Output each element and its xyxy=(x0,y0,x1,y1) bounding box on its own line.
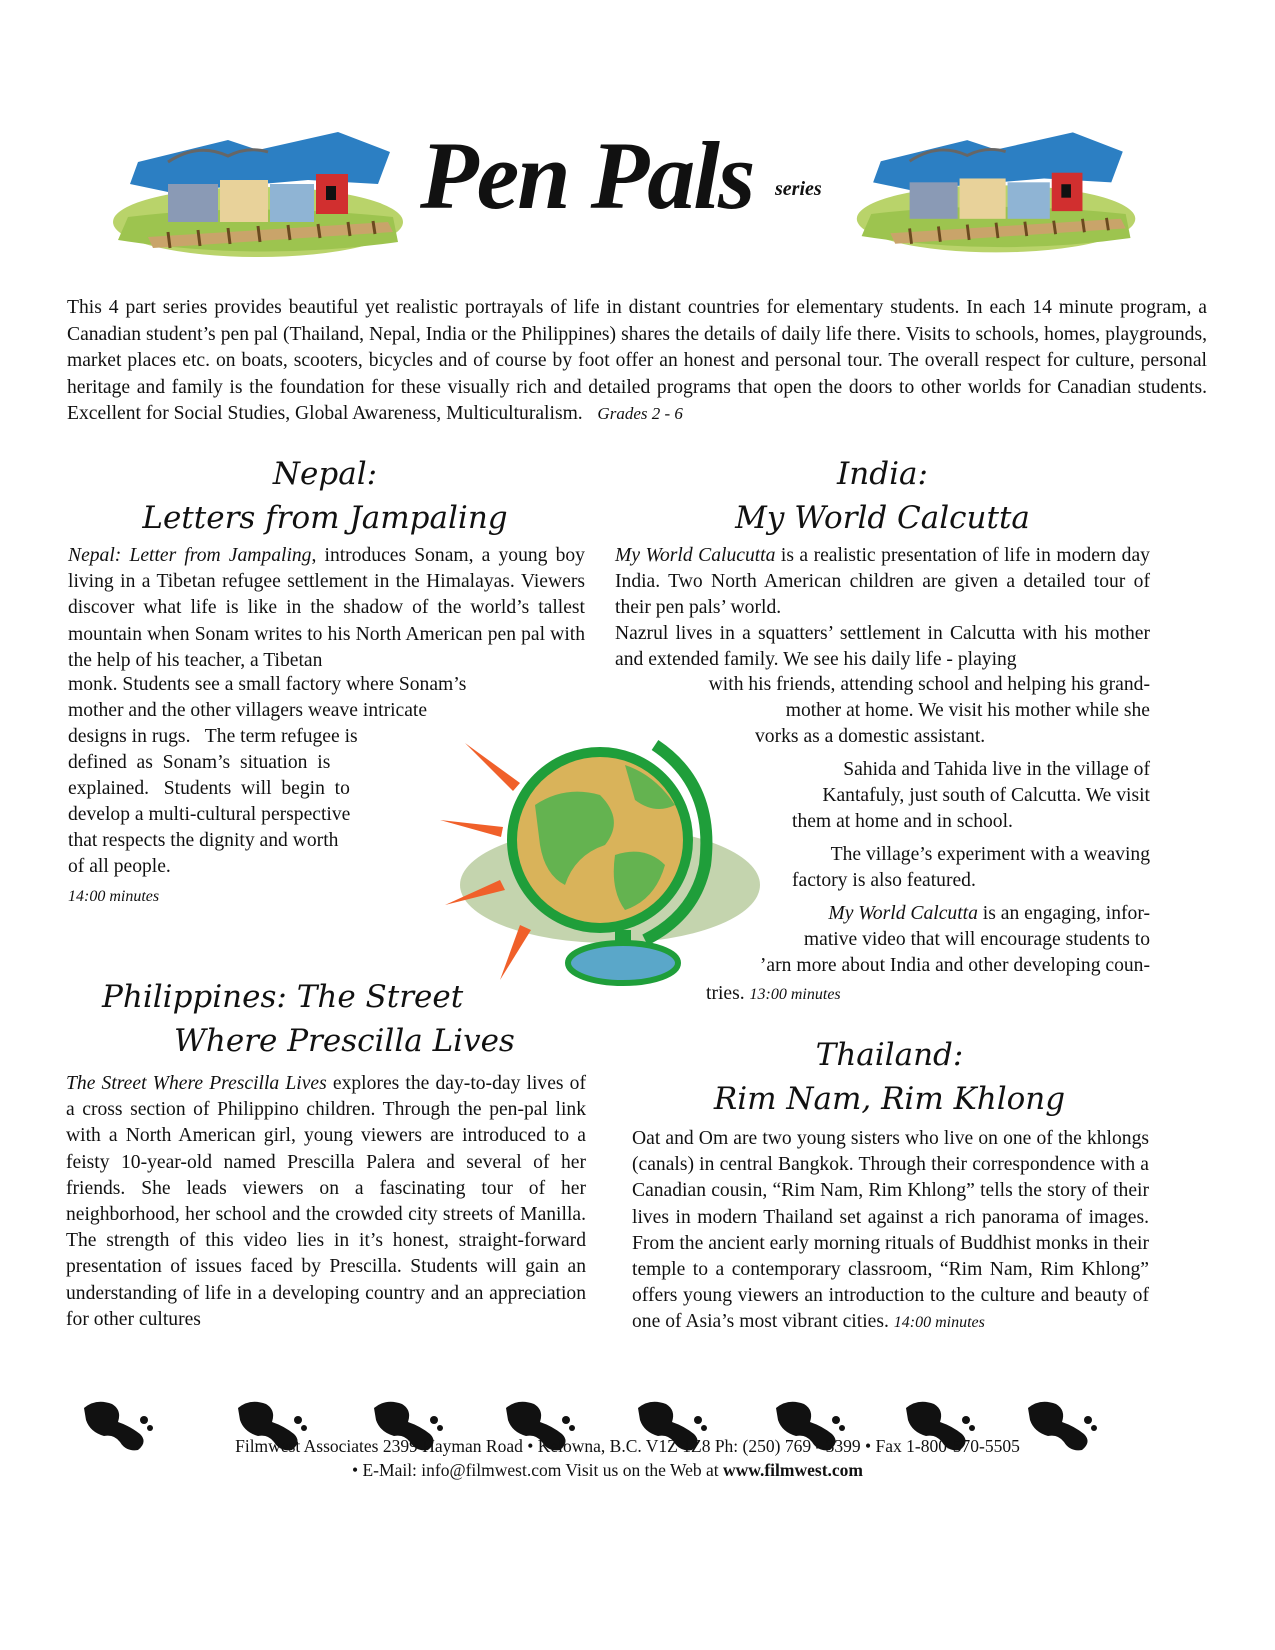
nepal-title-line2: Letters from Jampaling xyxy=(142,500,508,536)
nepal-line: of all people. xyxy=(68,856,171,877)
india-line: with his friends, attending school and helping his grand- xyxy=(708,674,1150,695)
nepal-line: monk. Students see a small factory where Sonam’s xyxy=(68,674,467,695)
thailand-title-line2: Rim Nam, Rim Khlong xyxy=(713,1081,1066,1117)
india-closing-last-text: tries. xyxy=(706,983,745,1004)
nepal-program-name: Nepal: Letter from Jampaling xyxy=(68,545,312,566)
train-banner-right-illustration xyxy=(852,120,1142,260)
philippines-text: explores the day-to-day lives of a cross section of Philippino children. Through the pen-pal link with a North American girl, young viewers are introduced to a feisty 10-year-old named Prescilla Palera and several of her friends. She leads viewers on a fascinating tour of her neighborhood, her school and the crowded city streets of Manilla. The strength of this video lies in it’s honest, straight-forward presentation of issues faced by Prescilla. Students will gain an understanding of life in a developing country and an appreciation for other cultures xyxy=(66,1073,586,1330)
footer-website-link[interactable]: www.filmwest.com xyxy=(723,1460,863,1480)
thailand-section-title xyxy=(632,1033,1147,1121)
philippines-title-line2: Where Prescilla Lives xyxy=(174,1023,515,1059)
page-title: Pen Pals xyxy=(420,122,754,229)
india-title-line1: India: xyxy=(837,456,928,492)
philippines-section-title xyxy=(66,975,536,1063)
india-runtime: 13:00 minutes xyxy=(749,986,841,1003)
nepal-runtime: 14:00 minutes xyxy=(68,888,160,905)
nepal-section-title xyxy=(70,452,580,540)
india-line: The village’s experiment with a weaving xyxy=(830,844,1150,865)
nepal-line: designs in rugs. The term refugee is xyxy=(68,726,358,747)
india-para2: Nazrul lives in a squatters’ settlement in Calcutta with his mother and extended family. We see his daily life - playing xyxy=(615,623,1150,671)
thailand-title-line1: Thailand: xyxy=(815,1037,964,1073)
india-program-name: My World Calucutta xyxy=(615,545,776,566)
nepal-line: that respects the dignity and worth xyxy=(68,830,339,851)
nepal-line: explained. Students will begin to xyxy=(68,778,350,799)
india-closing-program-name: My World Calcutta xyxy=(828,903,978,924)
thailand-runtime: 14:00 minutes xyxy=(893,1314,985,1332)
globe-illustration xyxy=(425,725,765,995)
nepal-line: develop a multi-cultural perspective xyxy=(68,804,351,825)
india-closing-line1 xyxy=(828,903,1150,925)
india-line: them at home and in school. xyxy=(792,811,1013,832)
nepal-line: defined as Sonam’s situation is xyxy=(68,752,331,773)
india-closing-last xyxy=(706,983,841,1005)
philippines-body xyxy=(66,1071,586,1333)
india-line: factory is also featured. xyxy=(792,870,976,891)
india-section-title xyxy=(615,452,1150,540)
india-line: vorks as a domestic assistant. xyxy=(755,726,986,747)
india-body-lead xyxy=(615,543,1150,622)
page-title-suffix: series xyxy=(775,178,822,200)
philippines-title-line1: Philippines: The Street xyxy=(102,979,464,1015)
nepal-line: mother and the other villagers weave intricate xyxy=(68,700,428,721)
india-closing-line: ’arn more about India and other developing coun- xyxy=(759,955,1150,976)
india-title-line2: My World Calcutta xyxy=(735,500,1030,536)
nepal-body-lead xyxy=(68,543,585,674)
intro-text: This 4 part series provides beautiful yet realistic portrayals of life in distant countries for elementary students. In each 14 minute program, a Canadian student’s pen pal (Thailand, Nepal, India or the Philippines) shares the details of daily life there. Visits to schools, homes, playgrounds, market places etc. on boats, scooters, bicycles and of course by foot offer an honest and personal tour. The overall respect for culture, personal heritage and family is the foundation for these visually rich and detailed programs that open the doors to other worlds for Canadian students. Excellent for Social Studies, Global Awareness, Multiculturalism. xyxy=(67,297,1207,424)
india-closing-line: mative video that will encourage students to xyxy=(803,929,1150,950)
thailand-body xyxy=(632,1126,1149,1337)
nepal-lead-text: , introduces Sonam, a young boy living in a Tibetan refugee settlement in the Himalayas. Viewers discover what life is like in the shadow of the world’s tallest mountain when Sonam writes to his North American pen pal with the help of his teacher, a Tibetan xyxy=(68,545,585,671)
nepal-title-line1: Nepal: xyxy=(272,456,378,492)
footer-email-text: • E-Mail: info@filmwest.com Visit us on the Web at xyxy=(351,1460,724,1480)
footer-address: Filmwest Associates 2399 Hayman Road • Kelowna, B.C. V1Z 1Z8 Ph: (250) 769 - 3399 • Fax 1-800-570-5505 xyxy=(235,1436,1020,1456)
india-lead-text: is a realistic presentation of life in modern day India. Two North American children are given a detailed tour of their pen pals’ world. xyxy=(615,545,1150,619)
india-line: mother at home. We visit his mother while she xyxy=(785,700,1150,721)
india-line: Sahida and Tahida live in the village of xyxy=(843,759,1150,780)
india-closing-line1-rest: is an engaging, infor- xyxy=(977,903,1150,924)
philippines-program-name: The Street Where Prescilla Lives xyxy=(66,1073,327,1094)
footer-contact xyxy=(0,1460,1245,1481)
intro-grades: Grades 2 - 6 xyxy=(597,404,683,423)
india-line: Kantafuly, just south of Calcutta. We visit xyxy=(822,785,1150,806)
thailand-text: Oat and Om are two young sisters who live on one of the khlongs (canals) in central Bangkok. Through their correspondence with a Canadian cousin, “Rim Nam, Rim Khlong” tells the story of their lives in modern Thailand set against a rich panorama of images. From the ancient early morning rituals of Buddhist monks in their temple to a contemporary classroom, “Rim Nam, Rim Khlong” offers young viewers an introduction to the culture and beauty of one of Asia’s most vibrant cities. xyxy=(632,1128,1149,1333)
train-banner-left-illustration xyxy=(108,122,410,262)
intro-paragraph xyxy=(67,295,1207,428)
